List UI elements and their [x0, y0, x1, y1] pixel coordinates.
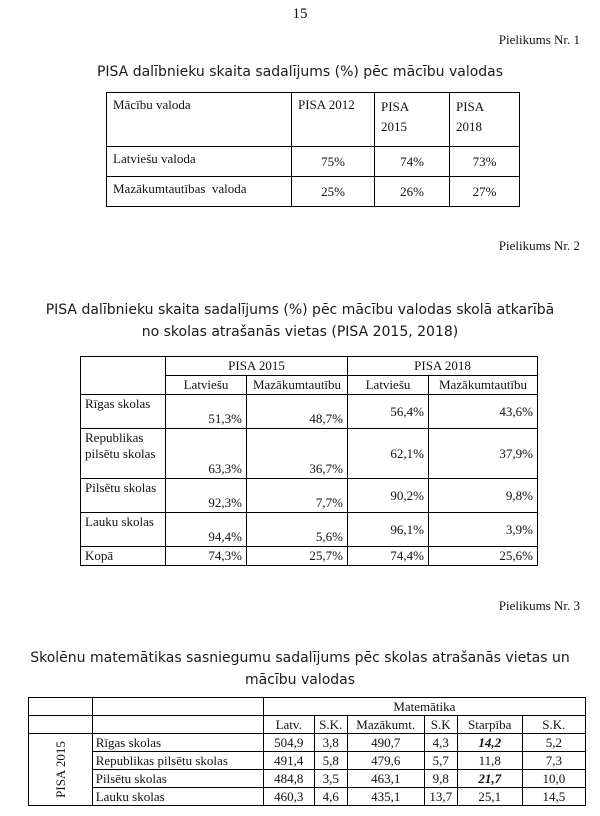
value-cell: 504,9: [263, 734, 314, 752]
value-cell: 5,2: [522, 734, 585, 752]
header-text: PISA 2015: [381, 99, 409, 134]
sub-header: Mazākumt.: [347, 716, 424, 734]
value-cell: 27%: [450, 177, 520, 207]
value-cell: 14,5: [522, 788, 585, 806]
value-cell: 479,6: [347, 752, 424, 770]
appendix-1-title: PISA dalībnieku skaita sadalījums (%) pēc mācību valodas: [96, 64, 504, 80]
row-label: Kopā: [81, 547, 166, 566]
row-label: Pilsētu skolas: [81, 479, 166, 513]
value-cell: 75%: [292, 147, 375, 177]
value-cell: 25,7%: [247, 547, 348, 566]
row-label: Mazākumtautības valoda: [107, 177, 292, 207]
value-cell: 56,4%: [348, 395, 429, 429]
row-label: Republikas pilsētu skolas: [92, 752, 263, 770]
appendix-3-title-line2: mācību valodas: [244, 672, 356, 688]
value-cell: 62,1%: [348, 429, 429, 479]
sub-header: S.K.: [314, 716, 347, 734]
value-cell: 10,0: [522, 770, 585, 788]
sub-header: Latviešu: [348, 376, 429, 395]
value-cell: 94,4%: [166, 513, 247, 547]
value-cell: 4,6: [314, 788, 347, 806]
sub-header: Starpība: [457, 716, 522, 734]
row-label: Latviešu valoda: [107, 147, 292, 177]
empty-corner: [92, 716, 263, 734]
appendix-2-title-line2: no skolas atrašanās vietas (PISA 2015, 2018): [141, 324, 459, 340]
sub-header: Mazākumtautību: [247, 376, 348, 395]
value-cell-emphasis: 21,7: [457, 770, 522, 788]
header-text: PISA 2018: [456, 99, 484, 134]
sub-header: S.K: [424, 716, 457, 734]
value-cell: 63,3%: [166, 429, 247, 479]
value-cell: 13,7: [424, 788, 457, 806]
value-cell: 43,6%: [429, 395, 538, 429]
value-cell: 73%: [450, 147, 520, 177]
empty-corner: [81, 357, 166, 395]
value-cell: 9,8%: [429, 479, 538, 513]
sub-header: Mazākumtautību: [429, 376, 538, 395]
language-share-table: [106, 92, 520, 207]
group-header: PISA 2015: [166, 357, 348, 376]
value-cell: 25,6%: [429, 547, 538, 566]
value-cell: 74,4%: [348, 547, 429, 566]
header-cell: [450, 93, 520, 147]
empty-corner: [92, 698, 263, 716]
group-header: Matemātika: [263, 698, 585, 716]
value-cell: 5,6%: [247, 513, 348, 547]
value-cell: 11,8: [457, 752, 522, 770]
header-cell: [375, 93, 450, 147]
sub-header: Latviešu: [166, 376, 247, 395]
math-results-table: [28, 697, 586, 806]
appendix-2-label: Pielikums Nr. 2: [498, 238, 580, 253]
value-cell: 37,9%: [429, 429, 538, 479]
value-cell: 460,3: [263, 788, 314, 806]
value-cell: 463,1: [347, 770, 424, 788]
empty-corner: [29, 698, 93, 716]
appendix-2-title-line1: PISA dalībnieku skaita sadalījums (%) pēc mācību valodas skolā atkarībā: [45, 302, 555, 318]
header-cell: PISA 2012: [292, 93, 375, 147]
value-cell: 25,1: [457, 788, 522, 806]
value-cell-emphasis: 14,2: [457, 734, 522, 752]
value-cell: 435,1: [347, 788, 424, 806]
value-cell: 3,9%: [429, 513, 538, 547]
row-label: Republikas pilsētu skolas: [81, 429, 166, 479]
row-label: Lauku skolas: [92, 788, 263, 806]
value-cell: 7,7%: [247, 479, 348, 513]
value-cell: 74%: [375, 147, 450, 177]
school-location-table: [80, 356, 538, 566]
group-header: PISA 2018: [348, 357, 538, 376]
sub-header: Latv.: [263, 716, 314, 734]
vertical-label: PISA 2015: [52, 741, 68, 798]
value-cell: 5,7: [424, 752, 457, 770]
row-label: Rīgas skolas: [92, 734, 263, 752]
appendix-3-label: Pielikums Nr. 3: [498, 598, 580, 613]
value-cell: 4,3: [424, 734, 457, 752]
value-cell: 48,7%: [247, 395, 348, 429]
vertical-label-cell: [29, 734, 93, 806]
sub-header: S.K.: [522, 716, 585, 734]
value-cell: 7,3: [522, 752, 585, 770]
value-cell: 25%: [292, 177, 375, 207]
value-cell: 36,7%: [247, 429, 348, 479]
value-cell: 26%: [375, 177, 450, 207]
appendix-1-label: Pielikums Nr. 1: [498, 32, 580, 47]
value-cell: 74,3%: [166, 547, 247, 566]
value-cell: 3,5: [314, 770, 347, 788]
page-number: 15: [292, 6, 308, 22]
value-cell: 96,1%: [348, 513, 429, 547]
row-label: Lauku skolas: [81, 513, 166, 547]
row-label: Pilsētu skolas: [92, 770, 263, 788]
value-cell: 90,2%: [348, 479, 429, 513]
row-label: Rīgas skolas: [81, 395, 166, 429]
value-cell: 51,3%: [166, 395, 247, 429]
value-cell: 9,8: [424, 770, 457, 788]
value-cell: 92,3%: [166, 479, 247, 513]
value-cell: 3,8: [314, 734, 347, 752]
header-cell: Mācību valoda: [107, 93, 292, 147]
value-cell: 490,7: [347, 734, 424, 752]
value-cell: 5,8: [314, 752, 347, 770]
value-cell: 484,8: [263, 770, 314, 788]
appendix-3-title-line1: Skolēnu matemātikas sasniegumu sadalījums pēc skolas atrašanās vietas un: [30, 650, 570, 666]
value-cell: 491,4: [263, 752, 314, 770]
empty-corner: [29, 716, 93, 734]
